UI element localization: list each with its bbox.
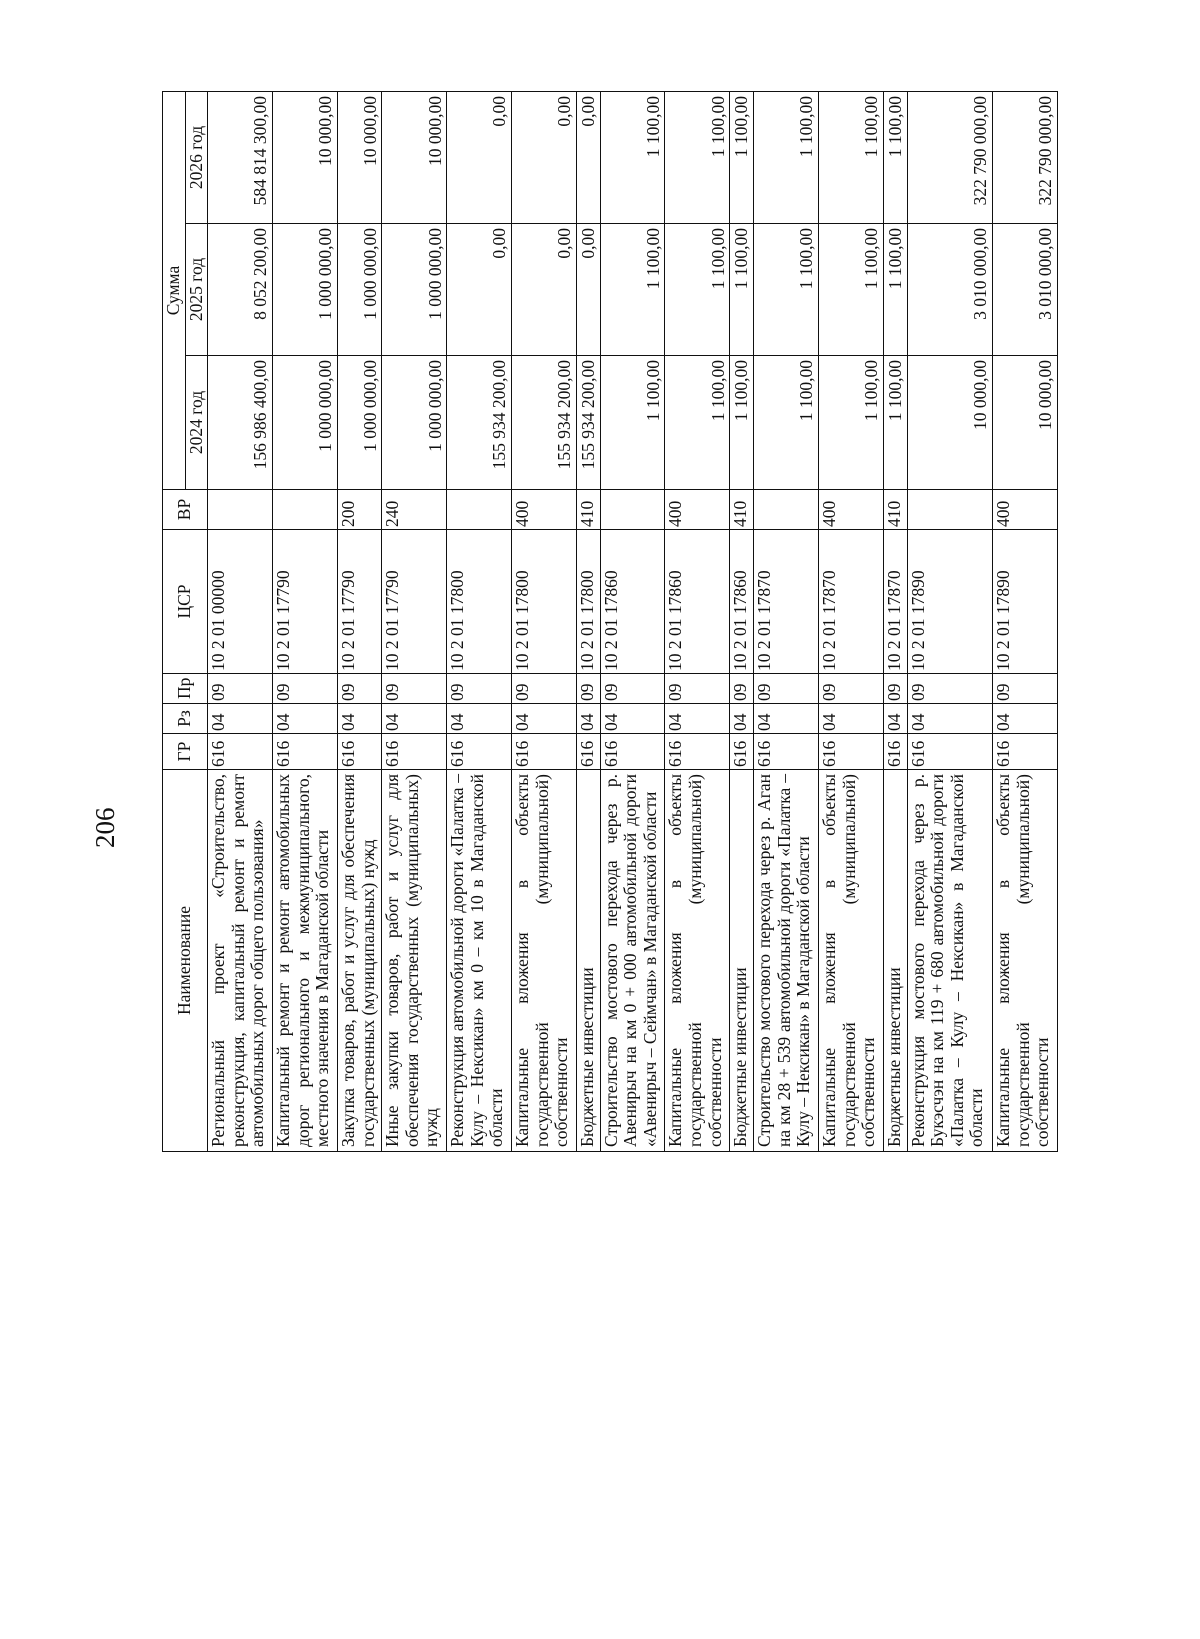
row-amount-2025: 1 100,00 <box>600 224 665 356</box>
row-amount-2026: 10 000,00 <box>382 91 447 223</box>
row-amount-2025: 3 010 000,00 <box>992 224 1057 356</box>
row-amount-2026: 584 814 300,00 <box>208 91 273 223</box>
row-pr: 09 <box>208 674 273 704</box>
table-row <box>907 91 992 1151</box>
row-csr: 10 2 01 17860 <box>665 530 730 674</box>
row-amount-2024: 155 934 200,00 <box>511 356 576 490</box>
page-number: 206 <box>90 807 120 848</box>
row-amount-2026: 1 100,00 <box>818 91 883 223</box>
row-csr: 10 2 01 17860 <box>600 530 665 674</box>
row-pr: 09 <box>337 674 381 704</box>
row-amount-2024: 1 100,00 <box>665 356 730 490</box>
row-amount-2025: 8 052 200,00 <box>208 224 273 356</box>
row-amount-2024: 1 100,00 <box>883 356 907 490</box>
row-amount-2026: 1 100,00 <box>600 91 665 223</box>
table-header-row <box>163 91 186 1151</box>
table-row <box>511 91 576 1151</box>
row-gr: 616 <box>382 734 447 770</box>
row-rz: 04 <box>208 704 273 734</box>
table-row <box>447 91 512 1151</box>
row-amount-2026: 0,00 <box>447 91 512 223</box>
row-pr: 09 <box>447 674 512 704</box>
row-vr: 400 <box>665 490 730 530</box>
row-amount-2025: 0,00 <box>511 224 576 356</box>
row-rz: 04 <box>907 704 992 734</box>
row-vr: 410 <box>730 490 754 530</box>
row-amount-2025: 1 100,00 <box>754 224 819 356</box>
row-rz: 04 <box>730 704 754 734</box>
row-amount-2025: 1 100,00 <box>665 224 730 356</box>
row-name: Капитальные вложения в объекты государственной (муниципальной) собственности <box>818 770 883 1152</box>
header-sum: Сумма <box>163 91 186 489</box>
row-gr: 616 <box>337 734 381 770</box>
row-amount-2025: 1 000 000,00 <box>382 224 447 356</box>
row-gr: 616 <box>992 734 1057 770</box>
row-amount-2026: 0,00 <box>576 91 600 223</box>
header-name: Наименование <box>163 770 208 1152</box>
row-amount-2024: 10 000,00 <box>907 356 992 490</box>
row-rz: 04 <box>337 704 381 734</box>
row-pr: 09 <box>600 674 665 704</box>
row-csr: 10 2 01 17890 <box>907 530 992 674</box>
row-vr <box>447 490 512 530</box>
row-gr: 616 <box>447 734 512 770</box>
table-row <box>818 91 883 1151</box>
row-gr: 616 <box>907 734 992 770</box>
row-amount-2026: 10 000,00 <box>337 91 381 223</box>
row-vr: 400 <box>992 490 1057 530</box>
row-amount-2024: 155 934 200,00 <box>447 356 512 490</box>
row-vr: 240 <box>382 490 447 530</box>
table-row <box>883 91 907 1151</box>
table-row <box>273 91 338 1151</box>
header-vr: ВР <box>163 490 208 530</box>
row-name: Реконструкция мостового перехода через р. Букэсчэн на км 119 + 680 автомобильной дороги «Палатка – Кулу – Нексикан» в Магаданской области <box>907 770 992 1152</box>
row-vr: 410 <box>576 490 600 530</box>
row-name: Капитальные вложения в объекты государственной (муниципальной) собственности <box>665 770 730 1152</box>
row-rz: 04 <box>883 704 907 734</box>
table-row <box>337 91 381 1151</box>
row-vr <box>907 490 992 530</box>
row-csr: 10 2 01 17860 <box>730 530 754 674</box>
table-row <box>576 91 600 1151</box>
row-amount-2024: 1 100,00 <box>754 356 819 490</box>
row-csr: 10 2 01 17790 <box>273 530 338 674</box>
row-gr: 616 <box>208 734 273 770</box>
header-2026: 2026 год <box>185 91 208 223</box>
header-pr: Пр <box>163 674 208 704</box>
row-amount-2025: 1 000 000,00 <box>273 224 338 356</box>
table-row <box>600 91 665 1151</box>
row-amount-2024: 1 000 000,00 <box>337 356 381 490</box>
table-row <box>992 91 1057 1151</box>
table-row <box>754 91 819 1151</box>
row-gr: 616 <box>730 734 754 770</box>
row-rz: 04 <box>511 704 576 734</box>
row-vr <box>754 490 819 530</box>
row-name: Иные закупки товаров, работ и услуг для обеспечения государственных (муниципальных) нужд <box>382 770 447 1152</box>
table-row <box>382 91 447 1151</box>
row-rz: 04 <box>447 704 512 734</box>
row-vr <box>208 490 273 530</box>
row-csr: 10 2 01 17790 <box>337 530 381 674</box>
row-name: Закупка товаров, работ и услуг для обеспечения государственных (муниципальных) нужд <box>337 770 381 1152</box>
row-amount-2024: 1 100,00 <box>600 356 665 490</box>
row-pr: 09 <box>382 674 447 704</box>
row-name: Строительство мостового перехода через р. Авенирыч на км 0 + 000 автомобильной дороги «Авенирыч – Сеймчан» в Магаданской области <box>600 770 665 1152</box>
row-gr: 616 <box>665 734 730 770</box>
header-rz: Рз <box>163 704 208 734</box>
row-name: Бюджетные инвестиции <box>576 770 600 1152</box>
row-vr: 400 <box>511 490 576 530</box>
row-vr <box>273 490 338 530</box>
row-rz: 04 <box>382 704 447 734</box>
row-csr: 10 2 01 00000 <box>208 530 273 674</box>
header-csr: ЦСР <box>163 530 208 674</box>
row-amount-2024: 155 934 200,00 <box>576 356 600 490</box>
row-amount-2025: 1 100,00 <box>818 224 883 356</box>
header-gr: ГР <box>163 734 208 770</box>
row-csr: 10 2 01 17870 <box>818 530 883 674</box>
row-name: Капитальный ремонт и ремонт автомобильных дорог регионального и межмуниципального, местного значения в Магаданской области <box>273 770 338 1152</box>
row-csr: 10 2 01 17870 <box>754 530 819 674</box>
row-amount-2025: 0,00 <box>447 224 512 356</box>
row-gr: 616 <box>883 734 907 770</box>
row-name: Реконструкция автомобильной дороги «Палатка – Кулу – Нексикан» км 0 – км 10 в Магаданской области <box>447 770 512 1152</box>
row-rz: 04 <box>754 704 819 734</box>
row-csr: 10 2 01 17800 <box>576 530 600 674</box>
row-name: Бюджетные инвестиции <box>730 770 754 1152</box>
row-name: Бюджетные инвестиции <box>883 770 907 1152</box>
row-amount-2024: 1 100,00 <box>730 356 754 490</box>
row-amount-2025: 1 100,00 <box>883 224 907 356</box>
row-amount-2024: 156 986 400,00 <box>208 356 273 490</box>
row-amount-2026: 10 000,00 <box>273 91 338 223</box>
row-amount-2025: 3 010 000,00 <box>907 224 992 356</box>
row-rz: 04 <box>992 704 1057 734</box>
row-amount-2026: 1 100,00 <box>754 91 819 223</box>
row-gr: 616 <box>576 734 600 770</box>
row-pr: 09 <box>992 674 1057 704</box>
row-pr: 09 <box>511 674 576 704</box>
row-pr: 09 <box>665 674 730 704</box>
row-amount-2024: 10 000,00 <box>992 356 1057 490</box>
row-amount-2026: 322 790 000,00 <box>907 91 992 223</box>
budget-table <box>162 91 1058 1152</box>
row-csr: 10 2 01 17800 <box>447 530 512 674</box>
table-row <box>208 91 273 1151</box>
row-amount-2026: 1 100,00 <box>665 91 730 223</box>
row-rz: 04 <box>600 704 665 734</box>
row-pr: 09 <box>273 674 338 704</box>
row-csr: 10 2 01 17800 <box>511 530 576 674</box>
row-rz: 04 <box>665 704 730 734</box>
budget-table-container <box>162 92 1058 1152</box>
row-pr: 09 <box>730 674 754 704</box>
row-vr <box>600 490 665 530</box>
row-csr: 10 2 01 17790 <box>382 530 447 674</box>
row-gr: 616 <box>273 734 338 770</box>
header-2024: 2024 год <box>185 356 208 490</box>
row-name: Строительство мостового перехода через р. Аган на км 28 + 539 автомобильной дороги «Палатка – Кулу – Нексикан» в Магаданской области <box>754 770 819 1152</box>
row-pr: 09 <box>907 674 992 704</box>
row-csr: 10 2 01 17890 <box>992 530 1057 674</box>
table-row <box>665 91 730 1151</box>
row-amount-2025: 1 000 000,00 <box>337 224 381 356</box>
row-name: Региональный проект «Строительство, реконструкция, капитальный ремонт и ремонт автомобильных дорог общего пользования» <box>208 770 273 1152</box>
row-amount-2024: 1 000 000,00 <box>382 356 447 490</box>
row-pr: 09 <box>883 674 907 704</box>
row-amount-2026: 322 790 000,00 <box>992 91 1057 223</box>
table-row <box>730 91 754 1151</box>
header-2025: 2025 год <box>185 224 208 356</box>
row-csr: 10 2 01 17870 <box>883 530 907 674</box>
row-gr: 616 <box>600 734 665 770</box>
row-amount-2026: 1 100,00 <box>730 91 754 223</box>
row-amount-2025: 1 100,00 <box>730 224 754 356</box>
row-amount-2026: 0,00 <box>511 91 576 223</box>
row-pr: 09 <box>818 674 883 704</box>
row-vr: 200 <box>337 490 381 530</box>
row-amount-2024: 1 100,00 <box>818 356 883 490</box>
row-rz: 04 <box>273 704 338 734</box>
row-name: Капитальные вложения в объекты государственной (муниципальной) собственности <box>511 770 576 1152</box>
row-rz: 04 <box>818 704 883 734</box>
row-amount-2026: 1 100,00 <box>883 91 907 223</box>
row-gr: 616 <box>818 734 883 770</box>
row-pr: 09 <box>754 674 819 704</box>
table-body <box>208 91 1058 1151</box>
row-vr: 410 <box>883 490 907 530</box>
row-pr: 09 <box>576 674 600 704</box>
row-name: Капитальные вложения в объекты государственной (муниципальной) собственности <box>992 770 1057 1152</box>
row-amount-2024: 1 000 000,00 <box>273 356 338 490</box>
row-amount-2025: 0,00 <box>576 224 600 356</box>
row-vr: 400 <box>818 490 883 530</box>
row-rz: 04 <box>576 704 600 734</box>
row-gr: 616 <box>511 734 576 770</box>
row-gr: 616 <box>754 734 819 770</box>
